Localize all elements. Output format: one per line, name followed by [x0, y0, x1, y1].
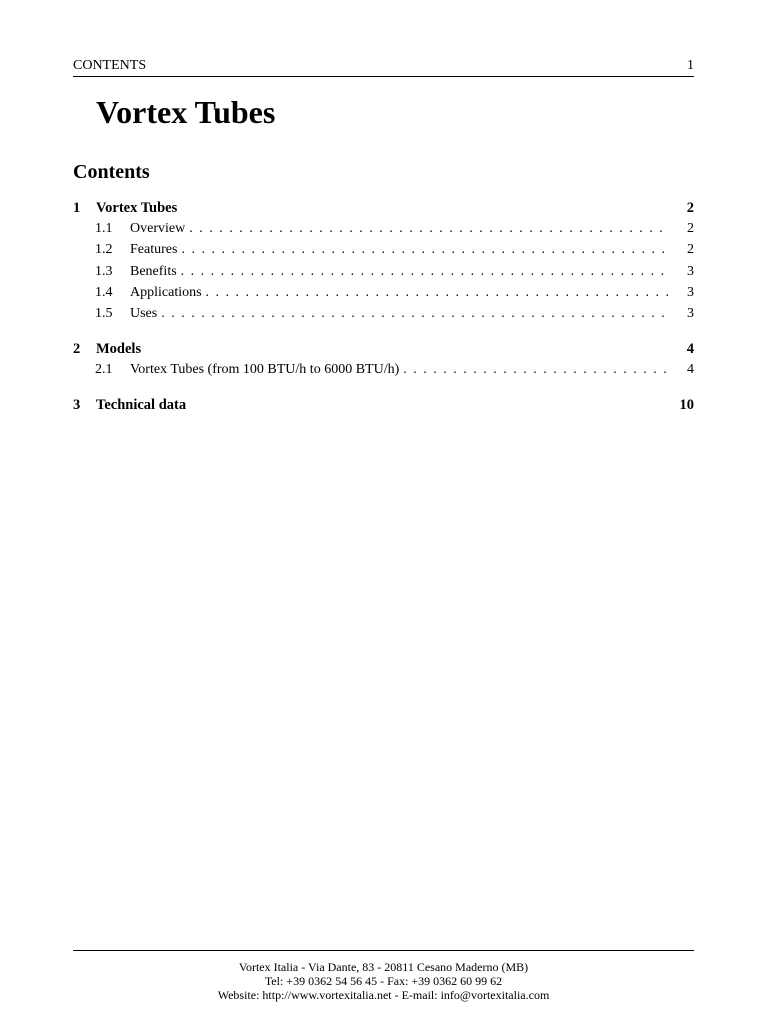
toc-dot-leader — [202, 283, 668, 303]
toc-entry-vortex-tubes-models[interactable] — [73, 360, 694, 380]
toc-entry-page: 2 — [686, 200, 694, 216]
toc-entry-models[interactable] — [73, 339, 694, 359]
document-title: Vortex Tubes — [96, 94, 276, 130]
toc-entry-label: Applications — [130, 285, 202, 300]
toc-entry-features[interactable] — [73, 240, 694, 260]
toc-entry-number: 1 — [73, 200, 81, 216]
toc-dot-leader — [177, 240, 668, 260]
running-header-section: CONTENTS — [73, 58, 147, 73]
toc-dot-leader — [399, 360, 668, 380]
toc-entry-applications[interactable] — [73, 283, 694, 303]
toc-entry-uses[interactable] — [73, 304, 694, 324]
toc-entry-page: 3 — [687, 264, 694, 279]
toc-entry-label: Uses — [130, 306, 158, 321]
toc-entry-number: 1.5 — [95, 306, 113, 321]
running-header-page-number: 1 — [687, 58, 694, 73]
toc-dot-leader — [185, 219, 668, 239]
toc-entry-overview[interactable] — [73, 219, 694, 239]
toc-entry-label: Vortex Tubes — [96, 200, 178, 216]
running-header — [73, 58, 694, 77]
toc-entry-technical-data[interactable] — [73, 395, 694, 415]
toc-entry-vortex-tubes[interactable] — [73, 198, 694, 218]
toc-entry-number: 3 — [73, 397, 81, 413]
toc-entry-number: 2 — [73, 341, 81, 357]
page-footer — [73, 960, 694, 1002]
footer-phone-fax: Tel: +39 0362 54 56 45 - Fax: +39 0362 60 99 62 — [264, 974, 503, 988]
toc-entry-number: 1.1 — [95, 221, 113, 236]
toc-entry-page: 3 — [687, 285, 694, 300]
toc-dot-leader — [177, 262, 668, 282]
toc-entry-label: Vortex Tubes (from 100 BTU/h to 6000 BTU/h) — [130, 362, 400, 377]
contents-heading: Contents — [73, 161, 150, 183]
toc-entry-page: 3 — [687, 306, 694, 321]
toc-entry-benefits[interactable] — [73, 262, 694, 282]
toc-entry-number: 2.1 — [95, 362, 113, 377]
toc-entry-page: 2 — [687, 242, 694, 257]
toc-entry-number: 1.3 — [95, 264, 113, 279]
toc-entry-label: Features — [130, 242, 178, 257]
toc-entry-number: 1.2 — [95, 242, 113, 257]
toc-dot-leader — [157, 304, 668, 324]
footer-divider — [73, 950, 694, 951]
toc-entry-page: 10 — [679, 397, 694, 413]
toc-entry-page: 2 — [687, 221, 694, 236]
toc-entry-number: 1.4 — [95, 285, 113, 300]
toc-entry-label: Models — [96, 341, 142, 357]
toc-entry-label: Benefits — [130, 264, 177, 279]
footer-website-email: Website: http://www.vortexitalia.net - E-mail: info@vortexitalia.com — [217, 988, 550, 1002]
toc-entry-label: Technical data — [96, 397, 187, 413]
toc-entry-label: Overview — [130, 221, 186, 236]
toc-entry-page: 4 — [687, 362, 694, 377]
toc-entry-page: 4 — [686, 341, 694, 357]
footer-address: Vortex Italia - Via Dante, 83 - 20811 Cesano Maderno (MB) — [238, 960, 529, 974]
